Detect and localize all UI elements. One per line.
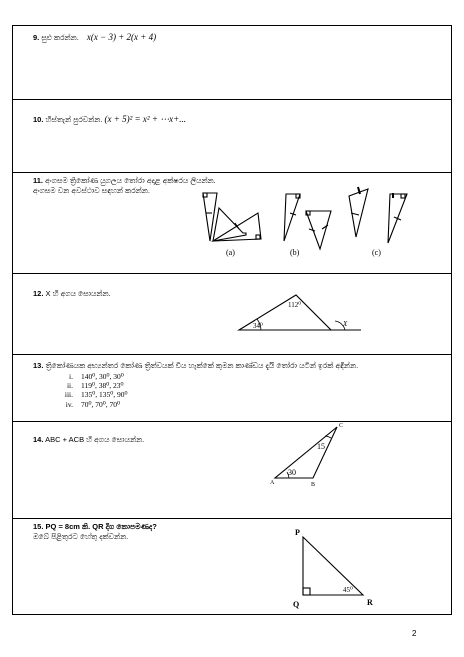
vertex-label-r: R	[367, 598, 373, 607]
tick-mark	[322, 225, 328, 229]
right-triangle-pqr	[303, 537, 363, 595]
figure-label-a: (a)	[226, 248, 235, 257]
question-text: හිස්තැන් පුරවන්න.	[45, 115, 103, 124]
question-number: 13.	[33, 361, 44, 370]
triangle-a2	[213, 208, 246, 241]
tick-mark	[309, 229, 315, 231]
question-text: අංගසම ත්‍රිකෝණ යුගලය තෝරා අදාළ අක්ෂරය ලියන්න.	[45, 176, 216, 185]
figure-label-c: (c)	[372, 248, 381, 257]
right-angle-mark	[303, 588, 310, 595]
question-sheet	[12, 25, 452, 615]
angle-label-top: 112⁰	[288, 301, 302, 309]
question-text-line2: අංගසම වන අවස්ථාව සඳහන් කරන්න.	[33, 186, 150, 195]
triangle-figure-12	[13, 274, 453, 354]
triangle-b1	[284, 194, 300, 241]
question-text: සුළු කරන්න.	[41, 33, 79, 42]
vertex-label-b: B	[311, 482, 316, 488]
triangle-figure-15	[13, 519, 453, 615]
question-expression: (x + 5)² = x² + ⋯x+...	[104, 114, 186, 124]
question-number: 15.	[33, 522, 44, 531]
angle-label-c: 15	[317, 442, 325, 451]
vertex-label-p: P	[295, 528, 300, 537]
figure-label-b: (b)	[290, 248, 300, 257]
question-9	[12, 25, 452, 100]
option-item: ii. 119⁰, 38⁰, 23⁰	[66, 381, 124, 391]
triangle-a1	[203, 193, 217, 241]
angle-label-left: 34⁰	[253, 322, 263, 330]
question-12	[12, 274, 452, 355]
page-number: 2	[412, 629, 417, 638]
question-13	[12, 355, 452, 422]
triangle-abc	[275, 427, 337, 478]
question-11	[12, 173, 452, 274]
angle-label-r: 45⁰	[343, 586, 353, 594]
question-expression: x(x − 3) + 2(x + 4)	[86, 32, 157, 42]
angle-label-x: X	[343, 320, 348, 328]
question-number: 9.	[33, 33, 40, 42]
question-text: PQ = 8cm කි. QR දිග කොපමණද?	[45, 522, 157, 531]
option-item: iv. 70⁰, 70⁰, 70⁰	[65, 399, 121, 409]
congruent-triangles-figure	[13, 173, 453, 273]
option-list	[51, 372, 128, 409]
angle-arc-c	[325, 436, 331, 438]
question-14	[12, 422, 452, 519]
option-item: iii. 135⁰, 135⁰, 90⁰	[64, 390, 128, 400]
triangle-figure-14	[13, 422, 453, 518]
question-number: 12.	[33, 289, 44, 298]
option-item: i. 140⁰, 30⁰, 30⁰	[69, 372, 124, 381]
right-angle-mark	[401, 194, 405, 198]
question-10	[12, 100, 452, 173]
question-text-line2: ඔබේ පිළිතුරට හේතු දක්වන්න.	[33, 532, 129, 541]
question-text: X හි අගය සොයන්න.	[45, 289, 111, 298]
vertex-label-c: C	[339, 423, 344, 429]
question-15	[12, 519, 452, 615]
right-angle-mark	[256, 235, 260, 239]
question-text: ABC + ACB හි අගය සොයන්න.	[45, 435, 145, 444]
question-number: 14.	[33, 435, 44, 444]
vertex-label-q: Q	[293, 600, 300, 609]
question-number: 11.	[33, 176, 44, 185]
angle-label-a: 30	[288, 468, 296, 477]
question-text: ත්‍රිකෝණයක අභ්‍යන්තර කෝණ ත්‍රිත්වයක් විය හැක්කේ කුමන කාණ්ඩය දැයි තෝරා යටින් ඉරක් අඳින්න.	[45, 361, 359, 370]
vertex-label-a: A	[270, 480, 275, 486]
question-number: 10.	[33, 115, 44, 124]
triangle-b2	[306, 211, 331, 249]
